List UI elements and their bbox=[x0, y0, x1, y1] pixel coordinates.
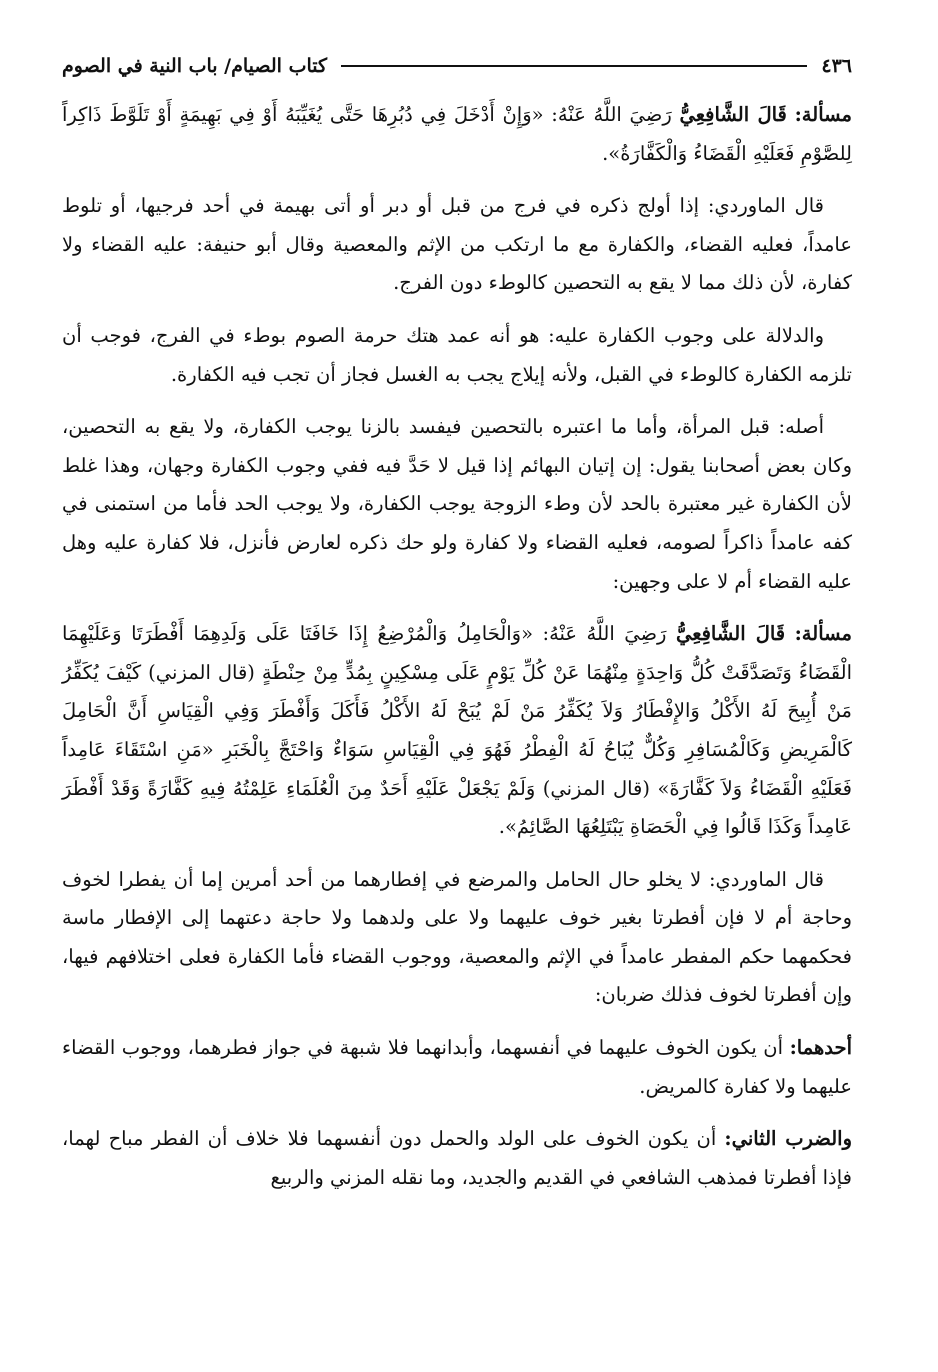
paragraph-text: رَضِيَ اللَّهُ عَنْهُ: «وَالْحَامِلُ وَالْمُرْضِعُ إِذَا خَافَتَا عَلَى وَلَدِهِمَا أَفْطَرَتَا وَعَلَيْهِمَا الْقَضَاءُ وَتَصَدَّقَتْ كُلُّ وَاحِدَةٍ مِنْهُمَا عَنْ كُلِّ يَوْمٍ عَلَى مِسْكِينٍ بِمُدٍّ مِنْ حِنْطَةٍ (قال المزني) كَيْفَ يُكَفِّرُ مَنْ أُبِيحَ لَهُ الأَكْلُ وَالإِفْطَارُ وَلاَ يُكَفِّرُ مَنْ لَمْ يُبَحْ لَهُ الأَكْلُ فَأَكَلَ وَأَفْطَرَ وَفِي الْقِيَاسِ أَنَّ الْحَامِلَ كَالْمَرِيضِ وَكَالْمُسَافِرِ وَكُلٌّ يُبَاحُ لَهُ الْفِطْرُ فَهُوَ فِي الْقِيَاسِ سَوَاءٌ وَاحْتَجَّ بِالْخَبَرِ «مَنِ اسْتَقَاءَ عَامِداً فَعَلَيْهِ الْقَضَاءُ وَلاَ كَفَّارَةَ» (قال المزني) وَلَمْ يَجْعَلْ عَلَيْهِ أَحَدٌ مِنَ الْعُلَمَاءِ عَلِمْتُهُ فِيهِ كَفَّارَةً وَقَدْ أَفْطَرَ عَامِداً وَكَذَا قَالُوا فِي الْحَصَاةِ يَبْتَلِعُهَا الصَّائِمُ». bbox=[62, 622, 852, 839]
paragraph-masala-2 bbox=[62, 615, 852, 847]
section-label: والضرب الثاني: bbox=[724, 1127, 852, 1151]
paragraph-text: رَضِيَ اللَّهُ عَنْهُ: «وَإِنْ أَدْخَلَ فِي دُبُرِهَا حَتَّى يُغَيِّبَهُ أَوْ فِي بَهِيمَةٍ أَوْ تَلَوَّطَ ذَاكِراً لِلصَّوْمِ فَعَلَيْهِ الْقَضَاءُ وَالْكَفَّارَةُ». bbox=[62, 103, 852, 165]
speaker-name: قَالَ الشَّافِعِيُّ bbox=[679, 103, 787, 126]
masala-label: مسألة: bbox=[794, 103, 852, 126]
paragraph-text: أن يكون الخوف عليهما في أنفسهما، وأبدانهما فلا شبهة في جواز فطرهما، ووجوب القضاء عليهما ولا كفارة كالمريض. bbox=[62, 1036, 852, 1098]
paragraph: والدلالة على وجوب الكفارة عليه: هو أنه عمد هتك حرمة الصوم بوطء في الفرج، فوجب أن تلزمه الكفارة كالوطء في القبل، ولأنه إيلاج يجب به الغسل فجاز أن تجب فيه الكفارة. bbox=[62, 323, 852, 386]
page bbox=[62, 50, 852, 1350]
paragraph-first-type bbox=[62, 1029, 852, 1106]
paragraph: قال الماوردي: إذا أولج ذكره في فرج من قبل أو دبر أو أتى بهيمة في أحد فرجيها، أو تلوط عامداً، فعليه القضاء، والكفارة مع ما ارتكب من الإثم والمعصية وقال أبو حنيفة: عليه القضاء ولا كفارة، لأن ذلك مما لا يقع به التحصين كالوطء دون الفرج. bbox=[62, 194, 852, 295]
page-number: ٤٣٦ bbox=[821, 55, 852, 77]
masala-label: مسألة: bbox=[794, 622, 852, 646]
running-title: كتاب الصيام/ باب النية في الصوم bbox=[62, 55, 328, 77]
paragraph-second-type bbox=[62, 1120, 852, 1197]
paragraph-masala-1 bbox=[62, 96, 852, 173]
speaker-name: قَالَ الشَّافِعِيُّ bbox=[675, 622, 786, 646]
paragraph: أصله: قبل المرأة، وأما ما اعتبره بالتحصين فيفسد بالزنا يوجب الكفارة، ولا يقع به التحصين، وكان بعض أصحابنا يقول: إن إتيان البهائم إذا قيل لا حَدَّ فيه ففي وجوب الكفارة وجهان، وهذا غلط لأن الكفارة غير معتبرة بالحد لأن وطء الزوجة يوجب الكفارة، ولا يوجب الحد فأما من استمنى في كفه عامداً ذاكراً لصومه، فعليه القضاء ولا كفارة ولو حك ذكره لعارض فأنزل، فلا كفارة عليه وهل عليه القضاء أم لا على وجهين: bbox=[62, 415, 852, 593]
section-label: أحدهما: bbox=[789, 1036, 852, 1060]
header-rule bbox=[341, 65, 807, 67]
paragraph: قال الماوردي: لا يخلو حال الحامل والمرضع في إفطارهما من أحد أمرين إما أن يفطرا لخوف وحاجة أم لا فإن أفطرتا بغير خوف عليهما ولا على ولدهما ولا حاجة دعتهما إلى الإفطار ماسة فحكمهما حكم المفطر عامداً في الإثم والمعصية، ووجوب القضاء فأما الكفارة فعلى اختلافهم فيها، وإن أفطرتا لخوف فذلك ضربان: bbox=[62, 867, 852, 1007]
page-header bbox=[62, 50, 852, 82]
paragraph-text: أن يكون الخوف على الولد والحمل دون أنفسهما فلا خلاف أن الفطر مباح لهما، فإذا أفطرتا فمذهب الشافعي في القديم والجديد، وما نقله المزني والربيع bbox=[62, 1127, 852, 1189]
